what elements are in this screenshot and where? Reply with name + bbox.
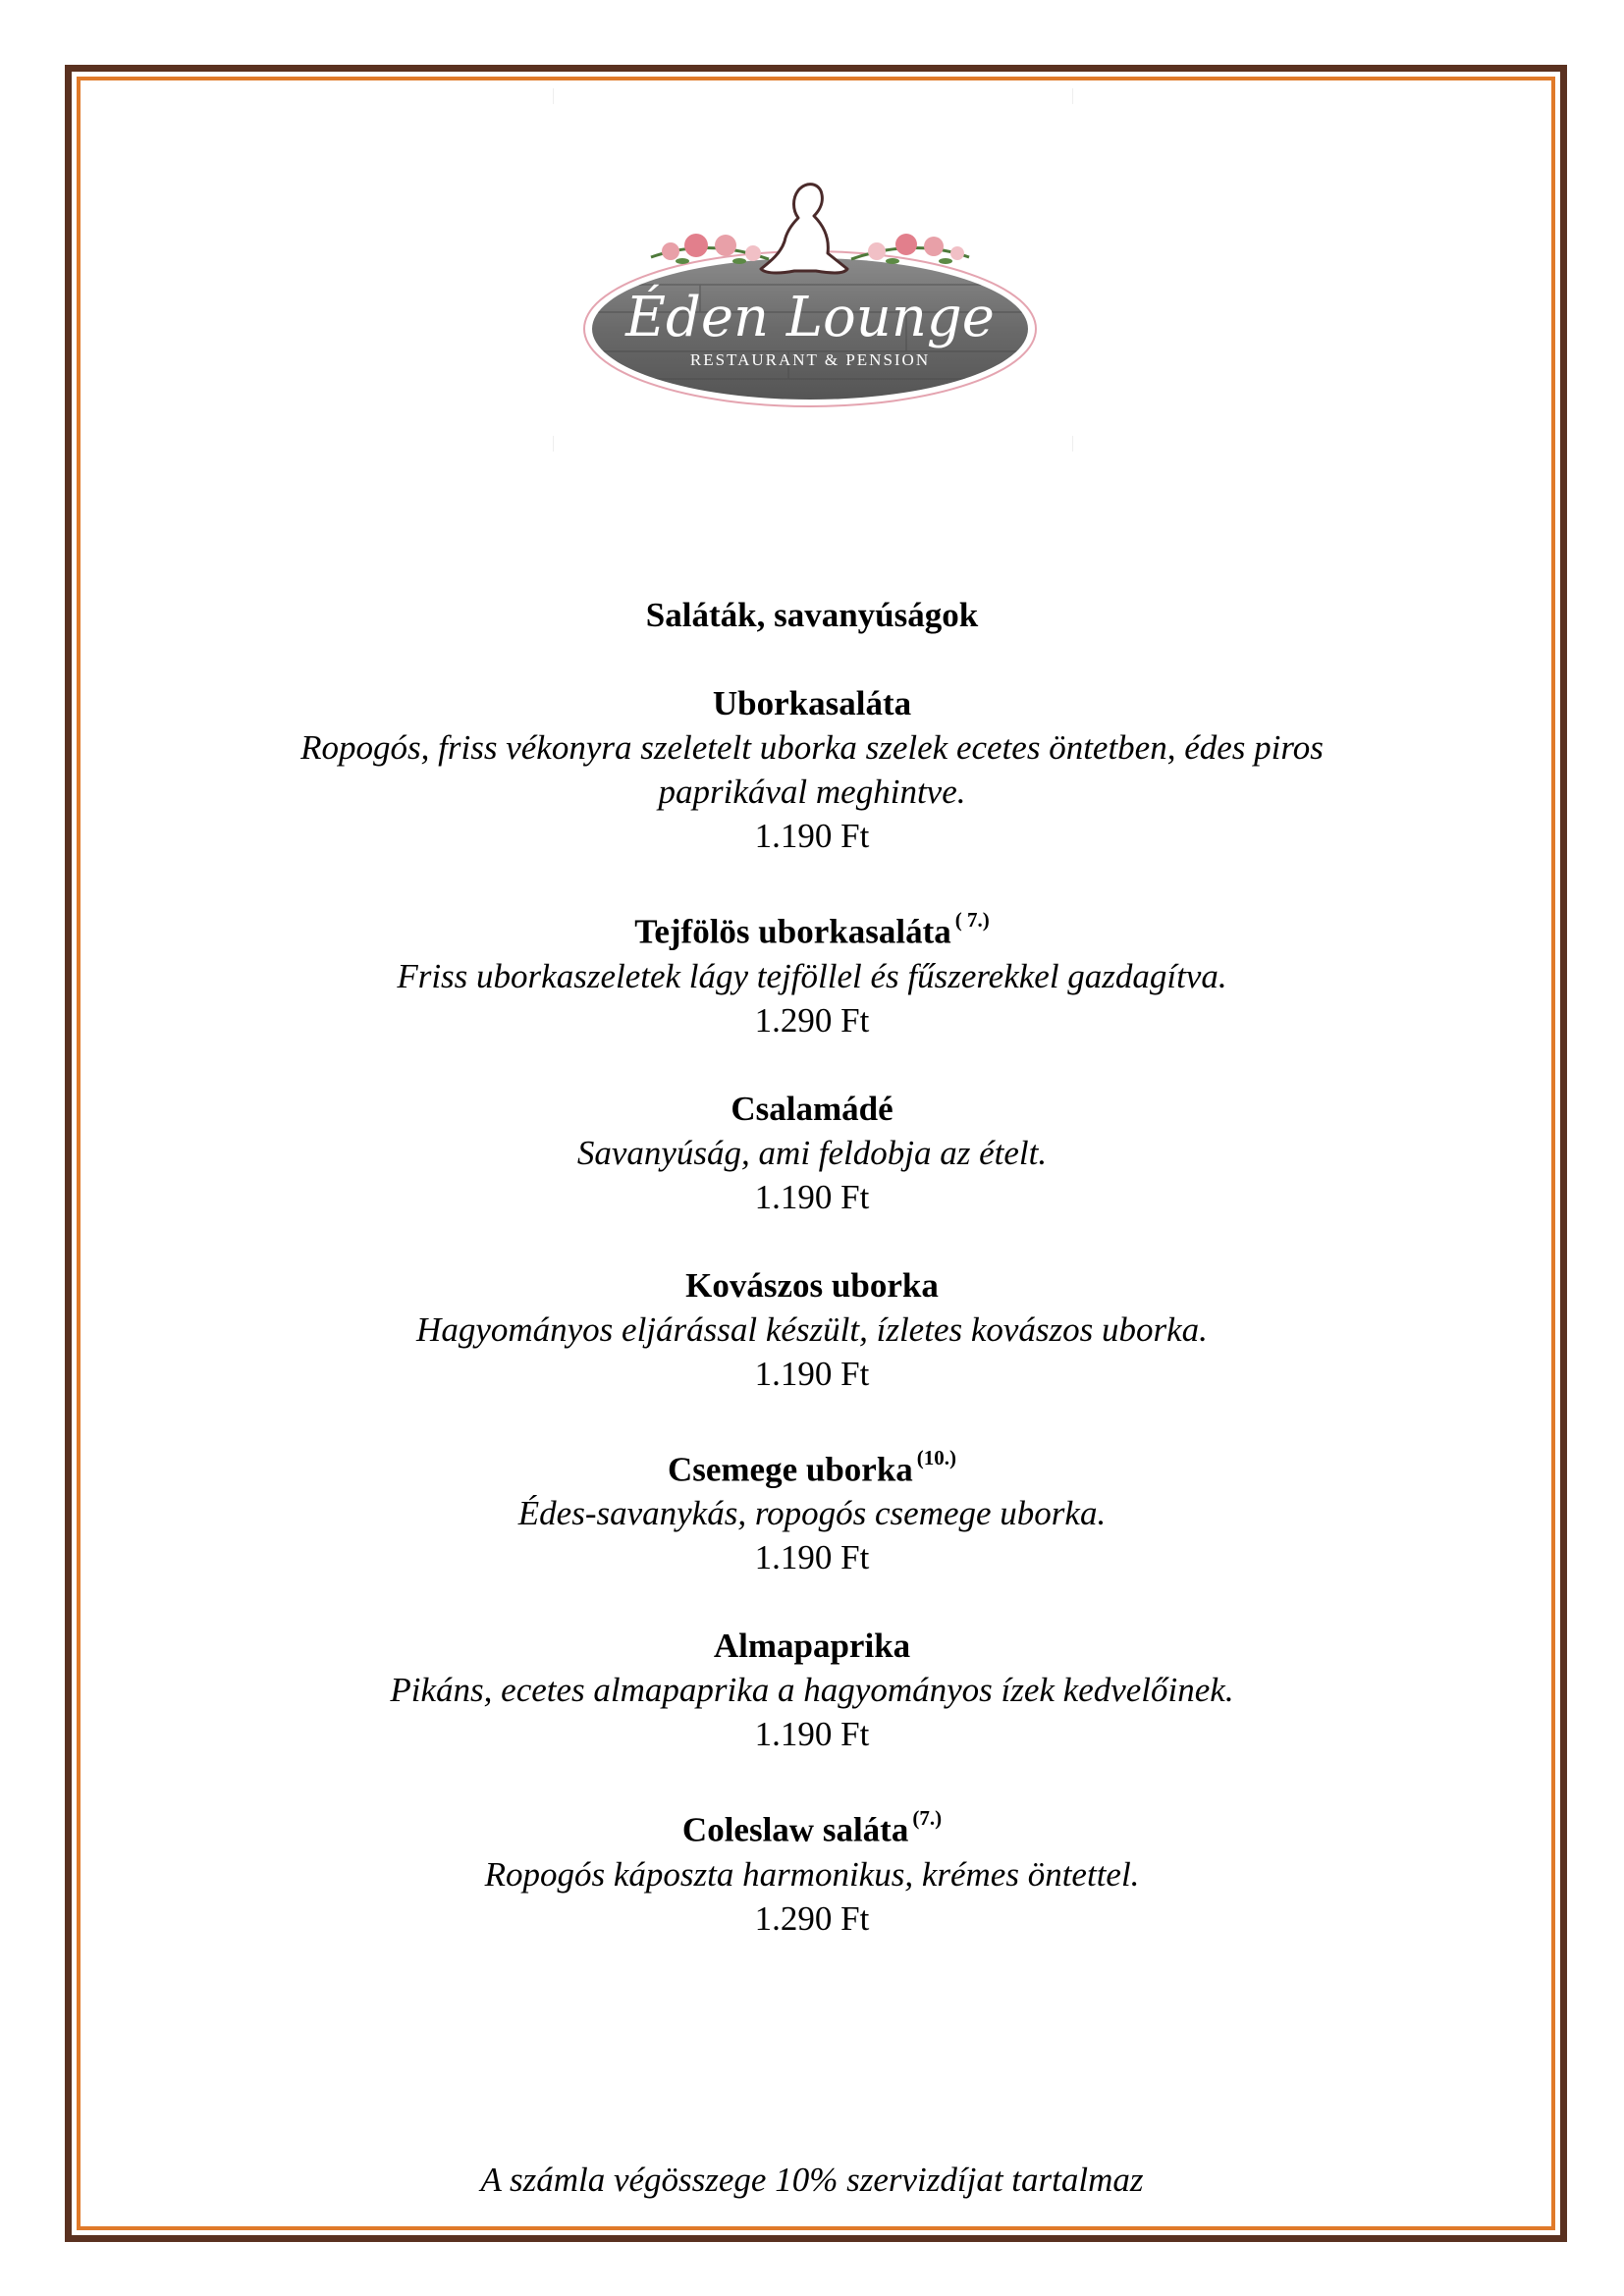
logo-title: Éden Lounge [625, 286, 995, 349]
item-price: 1.190 Ft [754, 1177, 870, 1216]
menu-item [118, 1800, 1506, 1941]
restaurant-logo [553, 88, 1073, 452]
allergen-code: (7.) [912, 1806, 943, 1831]
item-name: Coleslaw saláta $^{(7.)}$ [681, 1806, 943, 1849]
item-description: Pikáns, ecetes almapaprika a hagyományos ízek kedvelőinek. [390, 1671, 1234, 1710]
section-title: Saláták, savanyúságok [645, 596, 979, 634]
menu-content [118, 593, 1506, 1985]
item-description: Édes-savanykás, ropogós csemege uborka. [517, 1494, 1107, 1533]
item-description: Friss uborkaszeletek lágy tejföllel és fűszerekkel gazdagítva. [397, 956, 1227, 995]
service-charge-note: A számla végösszege 10% szervizdíjat tartalmaz [480, 2161, 1144, 2199]
logo-subtitle: RESTAURANT & PENSION [689, 350, 931, 369]
menu-item [118, 1087, 1506, 1219]
item-description: Ropogós káposzta harmonikus, krémes öntettel. [484, 1854, 1140, 1894]
item-description: Hagyományos eljárással készült, ízletes kovászos uborka. [416, 1309, 1208, 1349]
item-price: 1.190 Ft [754, 1354, 870, 1393]
menu-item [118, 1624, 1506, 1756]
item-name: Kovászos uborka [685, 1265, 939, 1305]
item-description: Ropogós, friss vékonyra szeletelt uborka szelek ecetes öntetben, édes piros paprikával meghintve. [300, 728, 1324, 811]
item-name: Csalamádé [731, 1089, 893, 1128]
item-price: 1.190 Ft [754, 1538, 870, 1577]
menu-item [118, 1440, 1506, 1580]
item-price: 1.290 Ft [754, 1898, 870, 1938]
item-price: 1.190 Ft [754, 817, 870, 855]
item-description: Savanyúság, ami feldobja az ételt. [576, 1133, 1048, 1172]
allergen-code: (10.) [916, 1445, 957, 1469]
allergen-code: ( 7.) [954, 908, 990, 932]
item-name: Uborkasaláta [712, 684, 912, 722]
item-name: Tejfölös uborkasaláta $^{( 7.)}$ [634, 908, 990, 951]
menu-item [118, 681, 1506, 858]
item-price: 1.290 Ft [754, 1000, 870, 1040]
item-name: Almapaprika [713, 1627, 911, 1666]
menu-item [118, 902, 1506, 1042]
item-name: Csemege uborka $^{(10.)}$ [667, 1445, 957, 1489]
menu-item [118, 1263, 1506, 1396]
item-price: 1.190 Ft [754, 1715, 870, 1754]
